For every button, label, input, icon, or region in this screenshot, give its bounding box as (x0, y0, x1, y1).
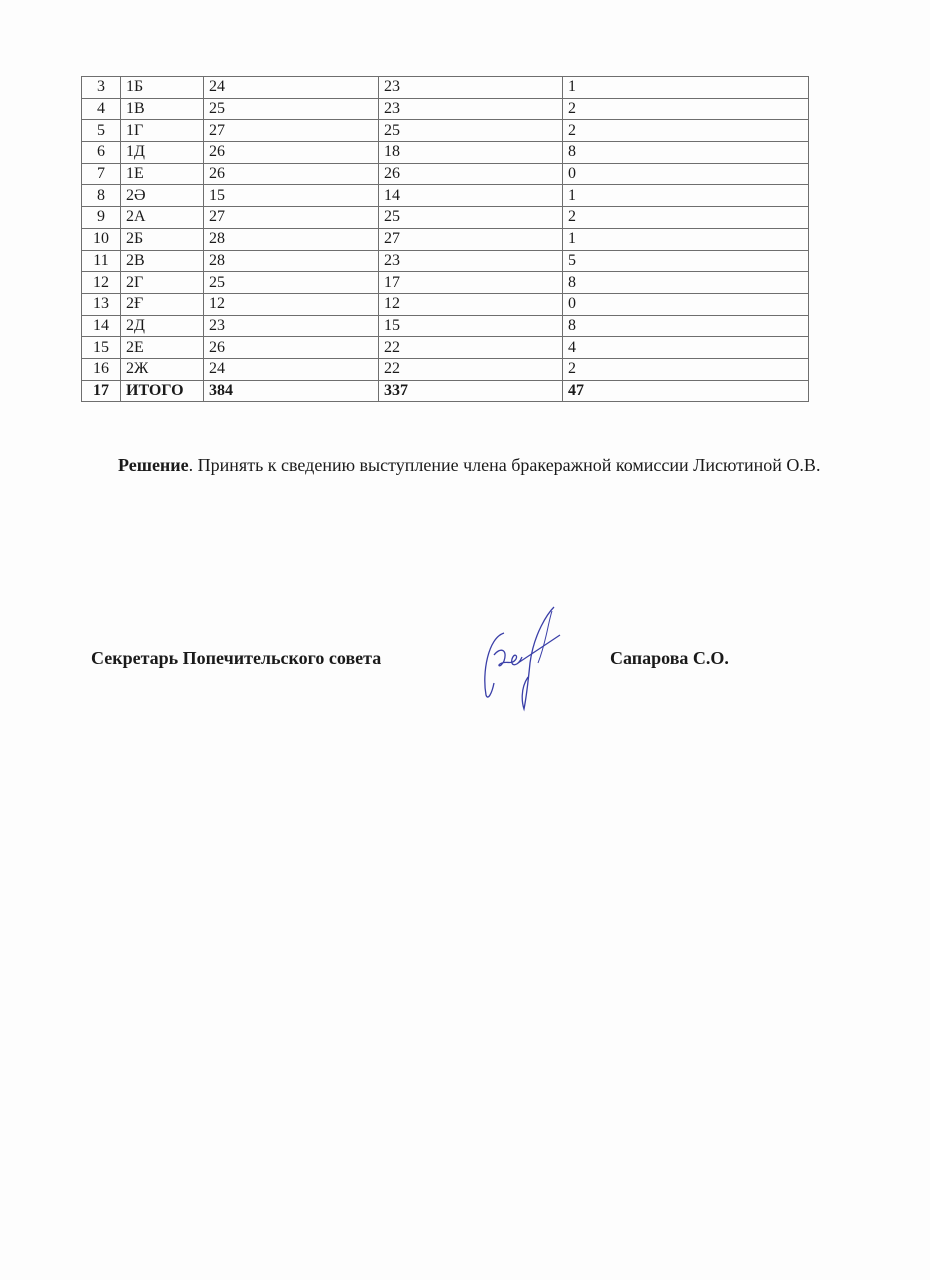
absent-students: 4 (563, 337, 809, 359)
present-students: 18 (379, 142, 563, 164)
total-students: 28 (204, 250, 379, 272)
total-students: 15 (204, 185, 379, 207)
table-row (82, 228, 809, 250)
class-name: 2Г (121, 272, 204, 294)
row-number: 9 (82, 207, 121, 229)
present-students: 17 (379, 272, 563, 294)
class-name: 2А (121, 207, 204, 229)
handwritten-signature (478, 603, 568, 713)
total-students: 26 (204, 337, 379, 359)
table-row (82, 77, 809, 99)
absent-students: 0 (563, 163, 809, 185)
table-row (82, 250, 809, 272)
total-row (82, 380, 809, 402)
class-name: 2В (121, 250, 204, 272)
row-number: 8 (82, 185, 121, 207)
signatory-name: Сапарова С.О. (610, 648, 729, 668)
row-number: 12 (82, 272, 121, 294)
row-number: 15 (82, 337, 121, 359)
class-name: 2Е (121, 337, 204, 359)
table-row (82, 185, 809, 207)
class-name: 2Ғ (121, 293, 204, 315)
row-number: 3 (82, 77, 121, 99)
present-students: 22 (379, 358, 563, 380)
present-students: 25 (379, 120, 563, 142)
class-name: 1Г (121, 120, 204, 142)
absent-students: 1 (563, 185, 809, 207)
table-row (82, 98, 809, 120)
class-name: 2Ж (121, 358, 204, 380)
class-name: 2Д (121, 315, 204, 337)
present-students: 337 (379, 380, 563, 402)
present-students: 22 (379, 337, 563, 359)
row-number: 5 (82, 120, 121, 142)
absent-students: 2 (563, 207, 809, 229)
present-students: 14 (379, 185, 563, 207)
decision-paragraph (91, 452, 839, 478)
decision-text: . Принять к сведению выступление члена бракеражной комиссии Лисютиной О.В. (188, 455, 821, 475)
present-students: 23 (379, 77, 563, 99)
row-number: 11 (82, 250, 121, 272)
row-number: 16 (82, 358, 121, 380)
present-students: 15 (379, 315, 563, 337)
table-row (82, 358, 809, 380)
row-number: 17 (82, 380, 121, 402)
absent-students: 2 (563, 98, 809, 120)
table-row (82, 142, 809, 164)
total-students: 24 (204, 358, 379, 380)
class-name: ИТОГО (121, 380, 204, 402)
table-row (82, 315, 809, 337)
total-students: 28 (204, 228, 379, 250)
row-number: 4 (82, 98, 121, 120)
total-students: 25 (204, 98, 379, 120)
class-name: 1Е (121, 163, 204, 185)
row-number: 10 (82, 228, 121, 250)
total-students: 27 (204, 120, 379, 142)
present-students: 25 (379, 207, 563, 229)
row-number: 13 (82, 293, 121, 315)
present-students: 23 (379, 250, 563, 272)
absent-students: 5 (563, 250, 809, 272)
present-students: 27 (379, 228, 563, 250)
class-name: 2Б (121, 228, 204, 250)
table-row (82, 272, 809, 294)
absent-students: 8 (563, 272, 809, 294)
total-students: 23 (204, 315, 379, 337)
class-name: 2Ә (121, 185, 204, 207)
present-students: 23 (379, 98, 563, 120)
attendance-table (81, 76, 809, 402)
total-students: 384 (204, 380, 379, 402)
total-students: 27 (204, 207, 379, 229)
absent-students: 0 (563, 293, 809, 315)
absent-students: 8 (563, 142, 809, 164)
total-students: 24 (204, 77, 379, 99)
signatory-title: Секретарь Попечительского совета (91, 648, 382, 668)
total-students: 12 (204, 293, 379, 315)
row-number: 7 (82, 163, 121, 185)
present-students: 26 (379, 163, 563, 185)
decision-label: Решение (118, 455, 189, 475)
total-students: 26 (204, 142, 379, 164)
absent-students: 2 (563, 120, 809, 142)
absent-students: 1 (563, 77, 809, 99)
absent-students: 1 (563, 228, 809, 250)
row-number: 14 (82, 315, 121, 337)
row-number: 6 (82, 142, 121, 164)
table-row (82, 120, 809, 142)
class-name: 1В (121, 98, 204, 120)
absent-students: 2 (563, 358, 809, 380)
table-row (82, 337, 809, 359)
table-row (82, 163, 809, 185)
class-name: 1Б (121, 77, 204, 99)
absent-students: 8 (563, 315, 809, 337)
absent-students: 47 (563, 380, 809, 402)
table-row (82, 207, 809, 229)
total-students: 26 (204, 163, 379, 185)
total-students: 25 (204, 272, 379, 294)
present-students: 12 (379, 293, 563, 315)
class-name: 1Д (121, 142, 204, 164)
table-row (82, 293, 809, 315)
